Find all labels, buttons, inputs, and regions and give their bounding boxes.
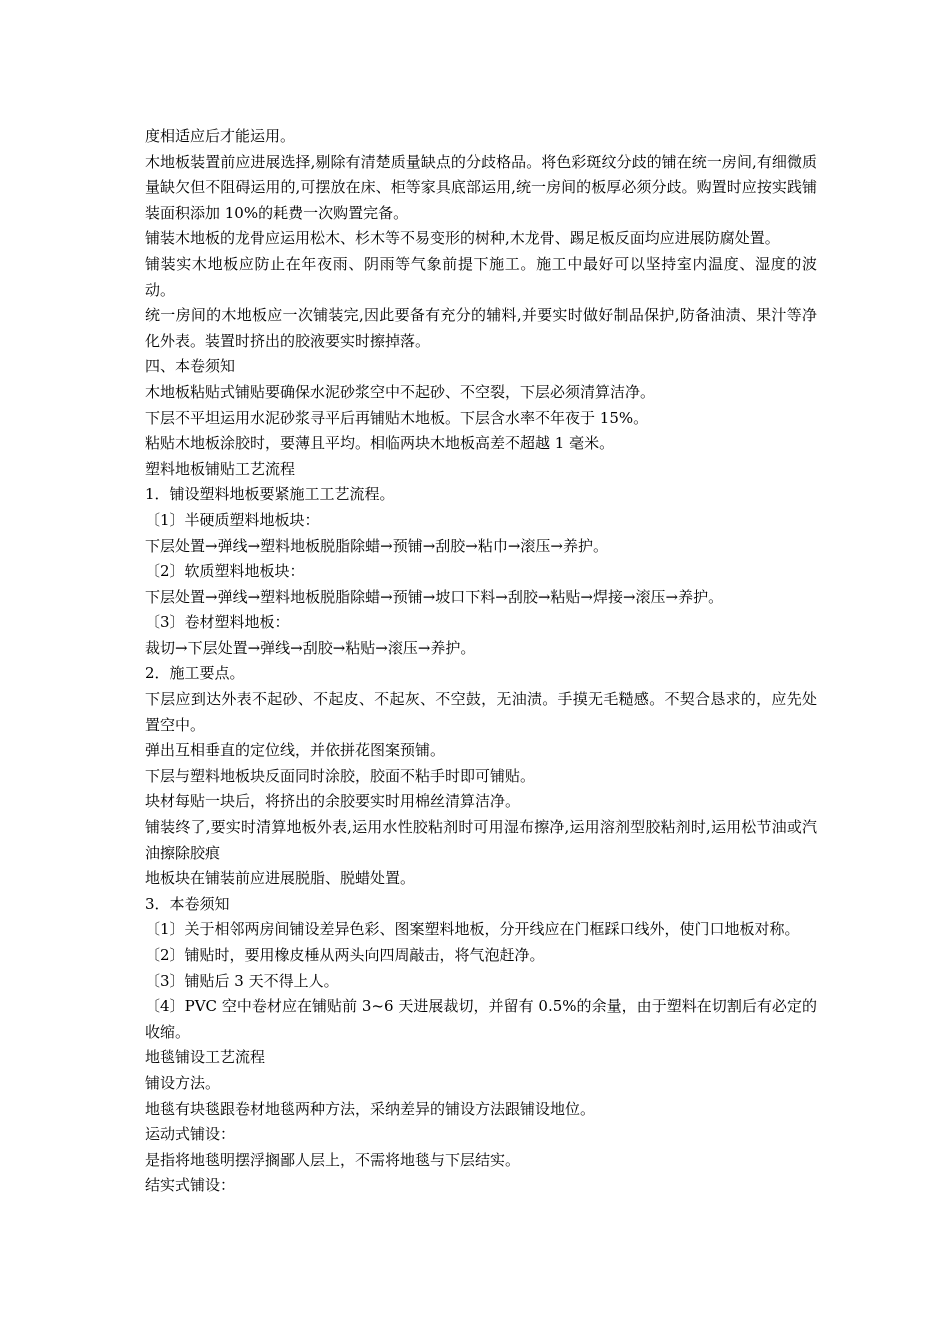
- paragraph: 运动式铺设：: [145, 1125, 236, 1144]
- paragraph: 下层应到达外表不起砂、不起皮、不起灰、不空鼓，无油渍。手摸无毛糙感。不契合恳求的，应先处置空中。: [145, 690, 817, 734]
- paragraph: 铺装木地板的龙骨应运用松木、杉木等不易变形的树种,木龙骨、踢足板反面均应进展防腐处置。: [145, 229, 780, 248]
- paragraph: 地毯有块毯跟卷材地毯两种方法，采纳差异的铺设方法跟铺设地位。: [145, 1099, 596, 1118]
- paragraph: 块材每贴一块后，将挤出的余胶要实时用棉丝清算洁净。: [145, 792, 521, 811]
- paragraph: 下层处置→弹线→塑料地板脱脂除蜡→预铺→坡口下料→刮胶→粘贴→焊接→滚压→养护。: [145, 587, 724, 606]
- paragraph: 〔3〕铺贴后 3 天不得上人。: [145, 971, 339, 990]
- paragraph: 结实式铺设：: [145, 1176, 236, 1195]
- paragraph: 弹出互相垂直的定位线，并依拼花图案预铺。: [145, 741, 446, 760]
- paragraph: 〔1〕半硬质塑料地板块：: [145, 510, 320, 529]
- section-heading: 四、本卷须知: [145, 357, 236, 376]
- paragraph: 〔1〕关于相邻两房间铺设差异色彩、图案塑料地板，分开线应在门框踩口线外，使门口地板对称。: [145, 920, 800, 939]
- paragraph: 3．本卷须知: [145, 894, 230, 913]
- paragraph: 1．铺设塑料地板要紧施工工艺流程。: [145, 485, 395, 504]
- paragraph: 下层不平坦运用水泥砂浆寻平后再铺贴木地板。下层含水率不年夜于 15%。: [145, 408, 649, 427]
- paragraph: 是指将地毯明摆浮搁鄙人层上，不需将地毯与下层结实。: [145, 1150, 521, 1169]
- paragraph: 度相适应后才能运用。: [145, 127, 296, 145]
- section-heading: 塑料地板铺贴工艺流程: [145, 459, 296, 478]
- paragraph: 统一房间的木地板应一次铺装完,因此要备有充分的辅料,并要实时做好制品保护,防备油渍、果汁等净化外表。装置时挤出的胶液要实时擦掉落。: [145, 306, 817, 350]
- paragraph: 铺设方法。: [145, 1073, 221, 1092]
- paragraph: 木地板粘贴式铺贴要确保水泥砂浆空中不起砂、不空裂，下层必须清算洁净。: [145, 382, 656, 401]
- paragraph: 〔2〕软质塑料地板块：: [145, 562, 305, 581]
- document-body: [145, 124, 817, 1199]
- paragraph: 裁切→下层处置→弹线→刮胶→粘贴→滚压→养护。: [145, 638, 476, 657]
- paragraph: 粘贴木地板涂胶时，要薄且平均。相临两块木地板高差不超越 1 毫米。: [145, 434, 615, 453]
- section-heading: 地毯铺设工艺流程: [145, 1048, 266, 1067]
- paragraph: 木地板装置前应进展选择,剔除有清楚质量缺点的分歧格品。将色彩斑纹分歧的铺在统一房间,有细微质量缺欠但不阻碍运用的,可摆放在床、柜等家具底部运用,统一房间的板厚必须分歧。购置时应按实践铺装面积添加 10%的耗费一次购置完备。: [145, 152, 817, 222]
- paragraph: 〔4〕PVC 空中卷材应在铺贴前 3~6 天进展裁切，并留有 0.5%的余量，由于塑料在切割后有必定的收缩。: [145, 997, 817, 1041]
- paragraph: 2．施工要点。: [145, 664, 245, 683]
- paragraph: 铺装实木地板应防止在年夜雨、阴雨等气象前提下施工。施工中最好可以坚持室内温度、湿度的波动。: [145, 254, 817, 299]
- paragraph: 〔2〕铺贴时，要用橡皮棰从两头向四周敲击，将气泡赶净。: [145, 946, 545, 964]
- paragraph: 下层处置→弹线→塑料地板脱脂除蜡→预铺→刮胶→粘巾→滚压→养护。: [145, 536, 608, 555]
- paragraph: 地板块在铺装前应进展脱脂、脱蜡处置。: [145, 869, 416, 888]
- paragraph: 下层与塑料地板块反面同时涂胶，胶面不粘手时即可铺贴。: [145, 766, 536, 785]
- paragraph: 铺装终了,要实时清算地板外表,运用水性胶粘剂时可用湿布擦净,运用溶剂型胶粘剂时,运用松节油或汽油擦除胶痕: [145, 818, 817, 862]
- paragraph: 〔3〕卷材塑料地板：: [145, 613, 290, 632]
